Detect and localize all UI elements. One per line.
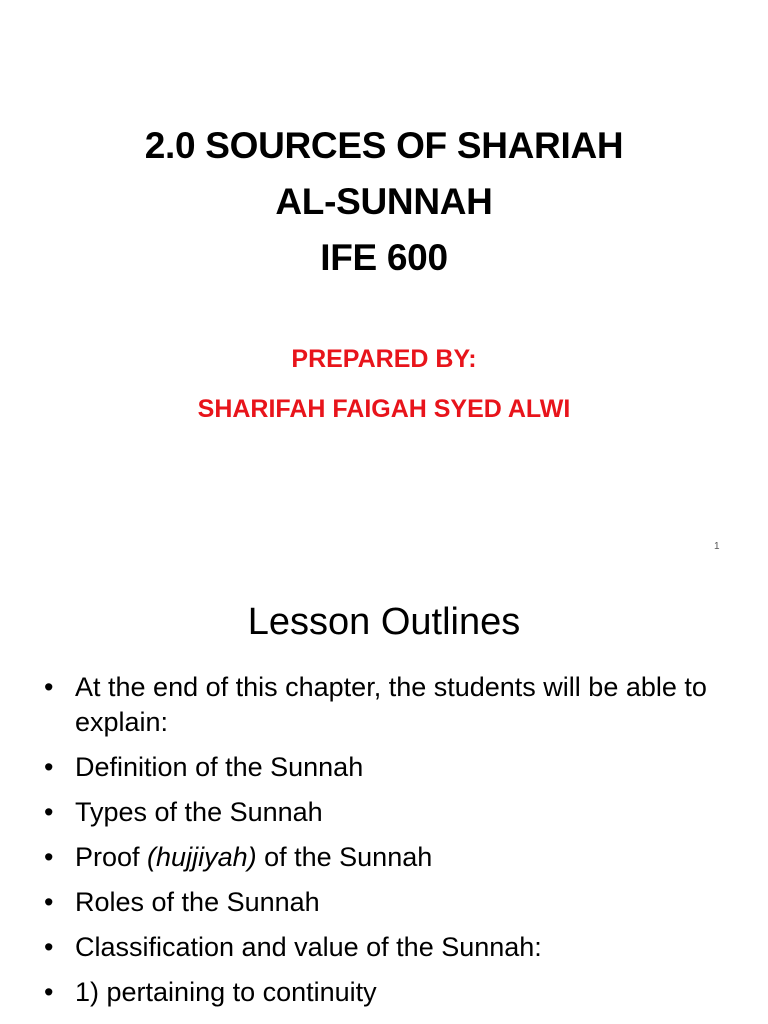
title-line-3: IFE 600 bbox=[320, 237, 448, 278]
slide-heading: Lesson Outlines bbox=[247, 601, 521, 643]
bullet-text-italic: (hujjiyah) bbox=[147, 842, 257, 872]
bullet-icon: • bbox=[44, 842, 54, 872]
author-name: SHARIFAH FAIGAH SYED ALWI bbox=[197, 395, 571, 423]
list-item bbox=[44, 795, 744, 830]
bullet-text: At the end of this chapter, the students will be able to explain: bbox=[75, 672, 707, 737]
bullet-text: 1) pertaining to continuity bbox=[75, 977, 377, 1007]
title-line-1: 2.0 SOURCES OF SHARIAH bbox=[144, 125, 624, 166]
bullet-text: Definition of the Sunnah bbox=[75, 752, 364, 782]
list-item bbox=[44, 670, 744, 740]
title-line-2: AL-SUNNAH bbox=[275, 181, 493, 222]
page-number: 1 bbox=[714, 541, 720, 552]
bullet-text bbox=[75, 842, 432, 872]
list-item bbox=[44, 930, 744, 965]
bullet-text: Types of the Sunnah bbox=[75, 797, 323, 827]
bullet-text-pre: Proof bbox=[75, 842, 148, 872]
lesson-outlines-slide bbox=[0, 575, 768, 1024]
bullet-icon: • bbox=[44, 887, 54, 917]
list-item bbox=[44, 840, 744, 875]
bullet-list bbox=[44, 670, 744, 1020]
bullet-text: Classification and value of the Sunnah: bbox=[75, 932, 542, 962]
list-item bbox=[44, 750, 744, 785]
slide-title bbox=[0, 118, 768, 286]
prepared-by-label: PREPARED BY: bbox=[291, 345, 477, 373]
bullet-text: Roles of the Sunnah bbox=[75, 887, 320, 917]
list-item bbox=[44, 885, 744, 920]
bullet-icon: • bbox=[44, 932, 54, 962]
bullet-text-post: of the Sunnah bbox=[256, 842, 433, 872]
bullet-icon: • bbox=[44, 752, 54, 782]
list-item bbox=[44, 975, 744, 1010]
bullet-icon: • bbox=[44, 672, 54, 702]
byline bbox=[0, 334, 768, 434]
bullet-icon: • bbox=[44, 977, 54, 1007]
bullet-icon: • bbox=[44, 797, 54, 827]
